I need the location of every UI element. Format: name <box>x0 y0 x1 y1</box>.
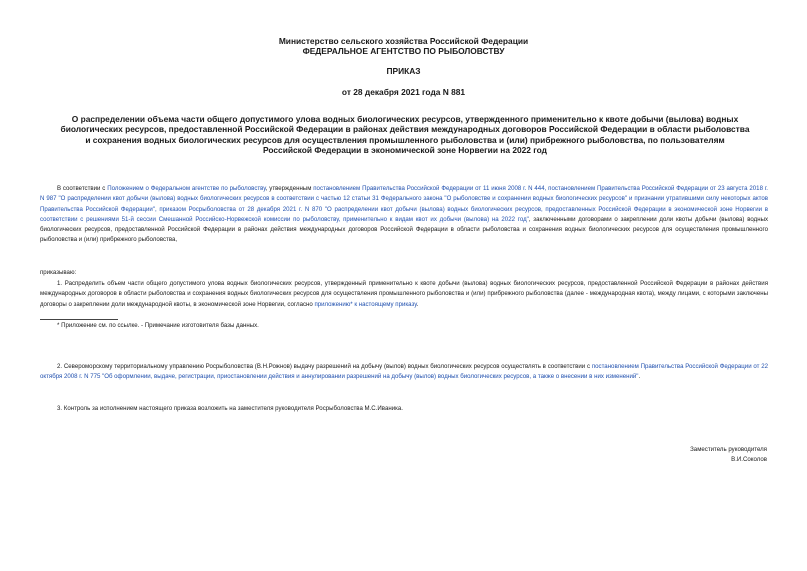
preamble-text-2: , утвержденным <box>265 185 314 192</box>
agency-name: ФЕДЕРАЛЬНОЕ АГЕНТСТВО ПО РЫБОЛОВСТВУ <box>302 46 505 56</box>
item-1-end: . <box>416 300 419 308</box>
preamble-text-1: В соответствии с <box>57 185 108 192</box>
signatory-position: Заместитель руководителя <box>690 446 767 453</box>
item-2-end: . <box>638 373 641 381</box>
government-decree-444-link[interactable]: постановлением Правительства Российской Федерации от 11 июня 2008 г. N 444 <box>313 185 545 192</box>
item-2-text: 2. Североморскому территориальному управлению Росрыболовства (В.Н.Рожнов) выдачу разрешений на добычу (вылов) водных биологических ресурсов осуществлять в соответствии с <box>57 363 592 370</box>
signature-block <box>690 445 767 466</box>
item-1-text: 1. Распределить объем части общего допустимого улова водных биологических ресурсов, утвержденный применительно к квоте добычи (вылова) водных биологических ресурсов, предоставленной Российской Федерации в районах действия международных договоров в области рыболовства и сохранения водных биологических ресурсов для осуществления промышленного рыболовства и (или) прибрежного рыболовства (далее - международная квота), между лицами, с которыми заключены договоры о закреплении доли международной квоты, в экономической зоне Норвегии, согласно <box>40 280 768 308</box>
order-word: приказываю: <box>40 269 77 276</box>
document-type: ПРИКАЗ <box>386 66 421 76</box>
item-2-paragraph <box>40 362 768 383</box>
footnote: * Приложение см. по ссылке. - Примечание изготовителя базы данных. <box>57 322 259 329</box>
preamble-text-5: , заключенными договорами о закреплении доли квоты добычи (вылова) водных биологических ресурсов, предоставленной Российской Федерации в районах действия международных договоров Российской Федерации в области рыболовства и сохранения водных биологических ресурсов для осуществления промышленного рыболовства и (или) прибрежного рыболовства, <box>40 215 768 244</box>
government-decree-775-link[interactable]: постановлением Правительства Российской Федерации от 22 октября 2008 г. N 775 "Об оформлении, выдаче, регистрации, приостановлении действия и аннулировании разрешений на добычу (вылов) водных биологических ресурсов, а также о внесении в них изменений" <box>40 363 769 381</box>
document-date-number: от 28 декабря 2021 года N 881 <box>341 87 466 97</box>
signatory-name: В.И.Соколов <box>731 456 767 464</box>
item-3-paragraph: 3. Контроль за исполнением настоящего приказа возложить на заместителя руководителя Росрыболовства М.С.Иваника. <box>57 405 403 412</box>
agency-regulation-link[interactable]: Положением о Федеральном агентстве по рыболовству <box>107 185 266 192</box>
footnote-separator <box>40 319 118 320</box>
government-decree-987-link[interactable]: , постановлением Правительства Российской Федерации от 23 августа 2018 г. N 987 "О распределении квот добычи (вылова) водных биологических ресурсов в соответствии с частью 12 статьи 31 Федерального закона "О рыболовстве и сохранении водных биологических ресурсов" и признании утратившими силу некоторых актов Правительства Российской Федерации" <box>40 185 768 213</box>
order-870-link[interactable]: , приказом Росрыболовства от 28 декабря 2021 г. N 870 "О распределении квот добычи (вылова) водных биологических ресурсов, предоставленных Российской Федерации в экономической зоне Норвегии в соответствии с решениями 51-й сессии Смешанной Российско-Норвежской комиссии по рыболовству, применительно к видам квот их добычи (вылова) на 2022 год" <box>40 205 768 223</box>
document-title: О распределении объема части общего допустимого улова водных биологических ресурсов, утвержденного применительно к квоте добычи (вылова) водных биологических ресурсов, предоставленной Российской Федерации в районах действия международных договоров Российской Федерации в области рыболовства и сохранения водных биологических ресурсов для осуществления промышленного рыболовства и (или) прибрежного рыболовства, по пользователям Российской Федерации в экономической зоне Норвегии на 2022 год <box>60 114 750 156</box>
item-1-paragraph <box>40 279 768 310</box>
preamble-paragraph <box>40 184 768 246</box>
ministry-name: Министерство сельского хозяйства Российской Федерации <box>278 36 529 46</box>
appendix-link[interactable]: приложению* к настоящему приказу <box>314 300 417 308</box>
